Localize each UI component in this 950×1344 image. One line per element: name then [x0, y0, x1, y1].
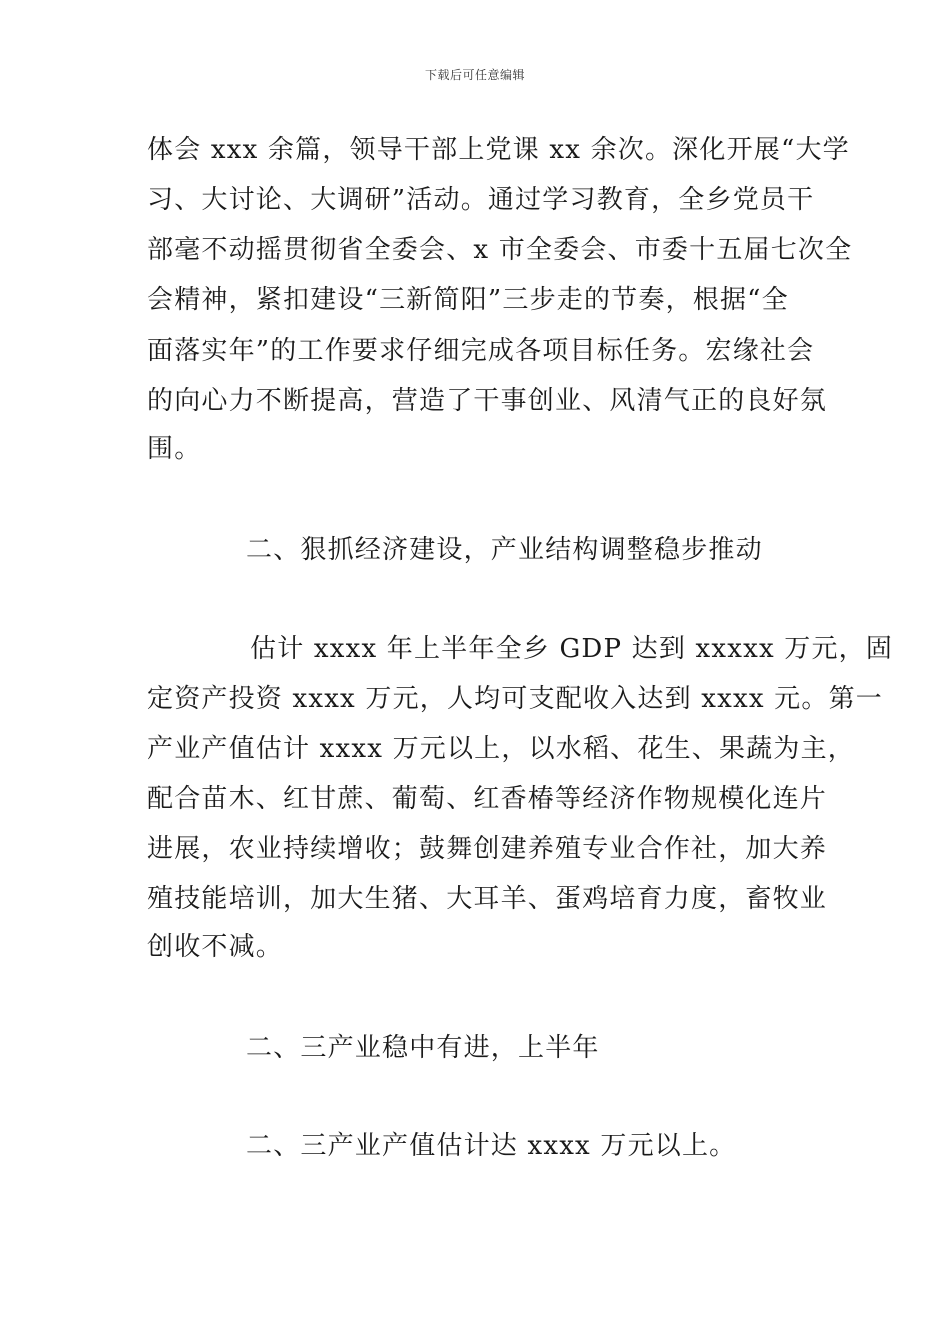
paragraph-line: 产业产值估计 xxxx 万元以上，以水稻、花生、果蔬为主， — [147, 734, 855, 764]
paragraph-line: 估计 xxxx 年上半年全乡 GDP 达到 xxxxx 万元，固 — [250, 634, 894, 664]
paragraph-line: 围。 — [147, 434, 202, 464]
paragraph-line: 配合苗木、红甘蔗、葡萄、红香椿等经济作物规模化连片 — [147, 784, 828, 814]
paragraph-line: 部毫不动摇贯彻省全委会、x 市全委会、市委十五届七次全 — [147, 235, 853, 265]
section-heading: 二、三产业产值估计达 xxxx 万元以上。 — [246, 1131, 737, 1161]
paragraph-line: 体会 xxx 余篇，领导干部上党课 xx 余次。深化开展“大学 — [147, 135, 850, 165]
paragraph-line: 面落实年”的工作要求仔细完成各项目标任务。宏缘社会 — [147, 336, 815, 366]
paragraph-line: 会精神，紧扣建设“三新简阳”三步走的节奏，根据“全 — [147, 285, 789, 315]
paragraph-line: 的向心力不断提高，营造了干事创业、风清气正的良好氛 — [147, 386, 828, 416]
paragraph-line: 殖技能培训，加大生猪、大耳羊、蛋鸡培育力度，畜牧业 — [147, 884, 828, 914]
section-heading: 二、三产业稳中有进，上半年 — [246, 1033, 600, 1063]
paragraph-line: 习、大讨论、大调研”活动。通过学习教育，全乡党员干 — [147, 185, 815, 215]
paragraph-line: 进展，农业持续增收；鼓舞创建养殖专业合作社，加大养 — [147, 834, 828, 864]
section-heading: 二、狠抓经济建设，产业结构调整稳步推动 — [246, 535, 763, 565]
page-header-note: 下载后可任意编辑 — [424, 68, 525, 82]
paragraph-line: 创收不减。 — [147, 932, 284, 962]
paragraph-line: 定资产投资 xxxx 万元，人均可支配收入达到 xxxx 元。第一 — [147, 684, 883, 714]
